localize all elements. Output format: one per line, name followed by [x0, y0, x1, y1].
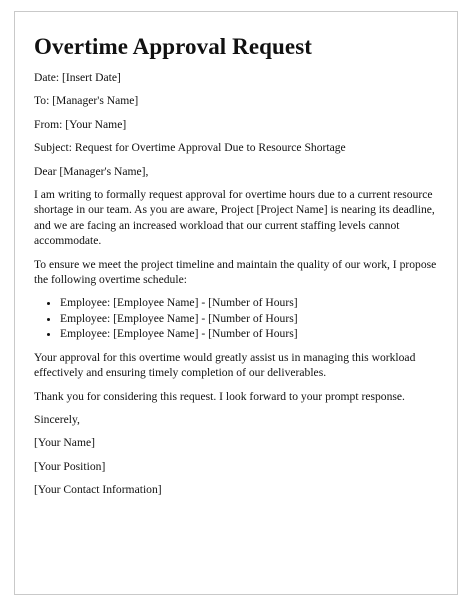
- body-paragraph-1: I am writing to formally request approval for overtime hours due to a current resource shortage in our team. As you are aware, Project [Project Name] is nearing its deadline, and we are facing an increased workload that our current staffing levels cannot accommodate.: [34, 188, 435, 248]
- from-line: From: [Your Name]: [34, 117, 127, 131]
- subject-line: Subject: Request for Overtime Approval Due to Resource Shortage: [34, 141, 346, 155]
- date-line: Date: [Insert Date]: [34, 71, 121, 84]
- body-paragraph-2: To ensure we meet the project timeline and maintain the quality of our work, I propose the following overtime schedule:: [34, 257, 437, 287]
- letter-title: Overtime Approval Request: [34, 34, 313, 59]
- signature-contact: [Your Contact Information]: [34, 483, 162, 497]
- body-paragraph-4: Thank you for considering this request. I look forward to your prompt response.: [34, 389, 405, 403]
- letter-content: [34, 34, 444, 506]
- letter-page: [14, 11, 458, 595]
- to-line: To: [Manager's Name]: [34, 94, 139, 108]
- signature-position: [Your Position]: [34, 459, 106, 473]
- overtime-schedule-list: [34, 295, 444, 341]
- greeting: Dear [Manager's Name],: [34, 164, 149, 178]
- schedule-item: • Employee: [Employee Name] - [Number of Hours]: [60, 326, 444, 341]
- schedule-item: • Employee: [Employee Name] - [Number of Hours]: [60, 295, 444, 310]
- signature-name: [Your Name]: [34, 436, 95, 450]
- body-paragraph-3: Your approval for this overtime would greatly assist us in managing this workload effectively and ensuring timely completion of our deliverables.: [34, 350, 416, 380]
- closing: Sincerely,: [34, 412, 80, 426]
- schedule-item: • Employee: [Employee Name] - [Number of Hours]: [60, 311, 444, 326]
